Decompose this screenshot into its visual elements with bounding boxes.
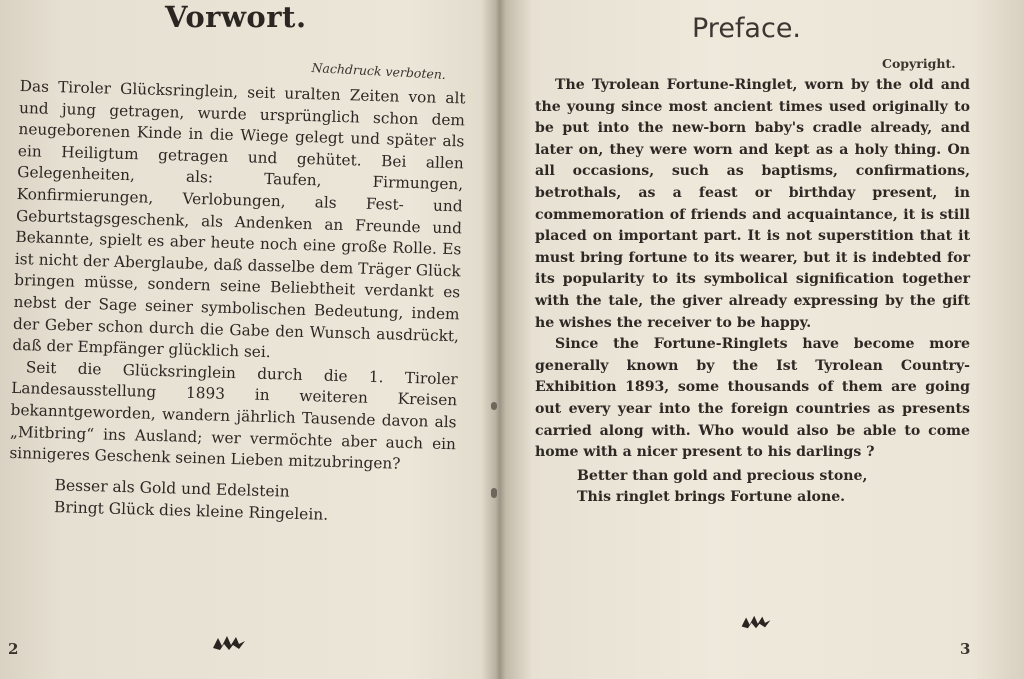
left-verse-line-2: Bringt Glück dies kleine Ringelein. (53, 497, 329, 524)
right-page-title: Preface. (692, 13, 802, 44)
left-page (0, 0, 492, 679)
left-page-body (8, 76, 466, 529)
printer-ornament-icon (212, 633, 246, 653)
right-page-number: 3 (960, 640, 971, 658)
left-page-title: Vorwort. (165, 0, 307, 34)
left-paragraph-1: Das Tiroler Glücksringlein, seit uralten Zeiten von alt und jung getragen, wurde ursprünglich schon dem neugeborenen Kinde in die Wiege gelegt und später als ein Heiligtum getragen und gehütet. Bei allen Gelegenheiten, als: Taufen, Firmungen, Konfirmierungen, Verlobungen, als Fest- und Geburtstagsgeschenk, als Andenken an Freunde und Bekannte, spielt es aber heute noch eine große Rolle. Es ist nicht der Aberglaube, daß dasselbe dem Träger Glück bringen müsse, sondern seine Beliebtheit verdankt es nebst der Sage seiner symbolischen Bedeutung, indem der Geber schon durch die Gabe den Wunsch ausdrückt, daß der Empfänger glücklich sei. (12, 76, 466, 362)
right-paragraph-1: The Tyrolean Fortune-Ringlet, worn by the old and the young since most ancient times used originally to be put into the new-born baby's cradle already, and later on, they were worn and kept as a holy thing. On all occasions, such as baptisms, confirmations, betrothals, as a feast or birthday present, in commemoration of friends and acquaintance, it is still placed on important part. It is not superstition that it must bring fortune to its wearer, but it is indebted for its popularity to its symbolical signification together with the tale, the giver already expressing by the gift he wishes the receiver to be happy. (535, 77, 970, 331)
right-verse-line-1: Better than gold and precious stone, (577, 467, 868, 484)
right-verse-line-2: This ringlet brings Fortune alone. (577, 489, 846, 506)
right-page-body (535, 75, 970, 509)
left-verse (8, 473, 455, 529)
left-verse-line-1: Besser als Gold und Edelstein (54, 475, 290, 501)
right-verse (535, 466, 970, 509)
copyright-notice: Copyright. (882, 56, 956, 71)
right-page (496, 0, 1024, 679)
left-page-number: 2 (8, 640, 19, 658)
left-paragraph-2: Seit die Glücksringlein durch die 1. Tiroler Landesausstellung 1893 in weiteren Kreisen bekanntgeworden, wandern jährlich Tausende davon als „Mitbring“ ins Ausland; wer vermöchte aber auch ein sinnigeres Geschenk seinen Lieben mitzubringen? (9, 357, 458, 473)
printer-ornament-icon (740, 613, 772, 631)
right-paragraph-2: Since the Fortune-Ringlets have become more generally known by the Ist Tyrolean Country-Exhibition 1893, some thousands of them are going out every year into the foreign countries as presents carried along with. Who would also be able to come home with a nicer present to his darlings ? (535, 336, 970, 461)
reprint-notice: Nachdruck verboten. (311, 60, 447, 83)
